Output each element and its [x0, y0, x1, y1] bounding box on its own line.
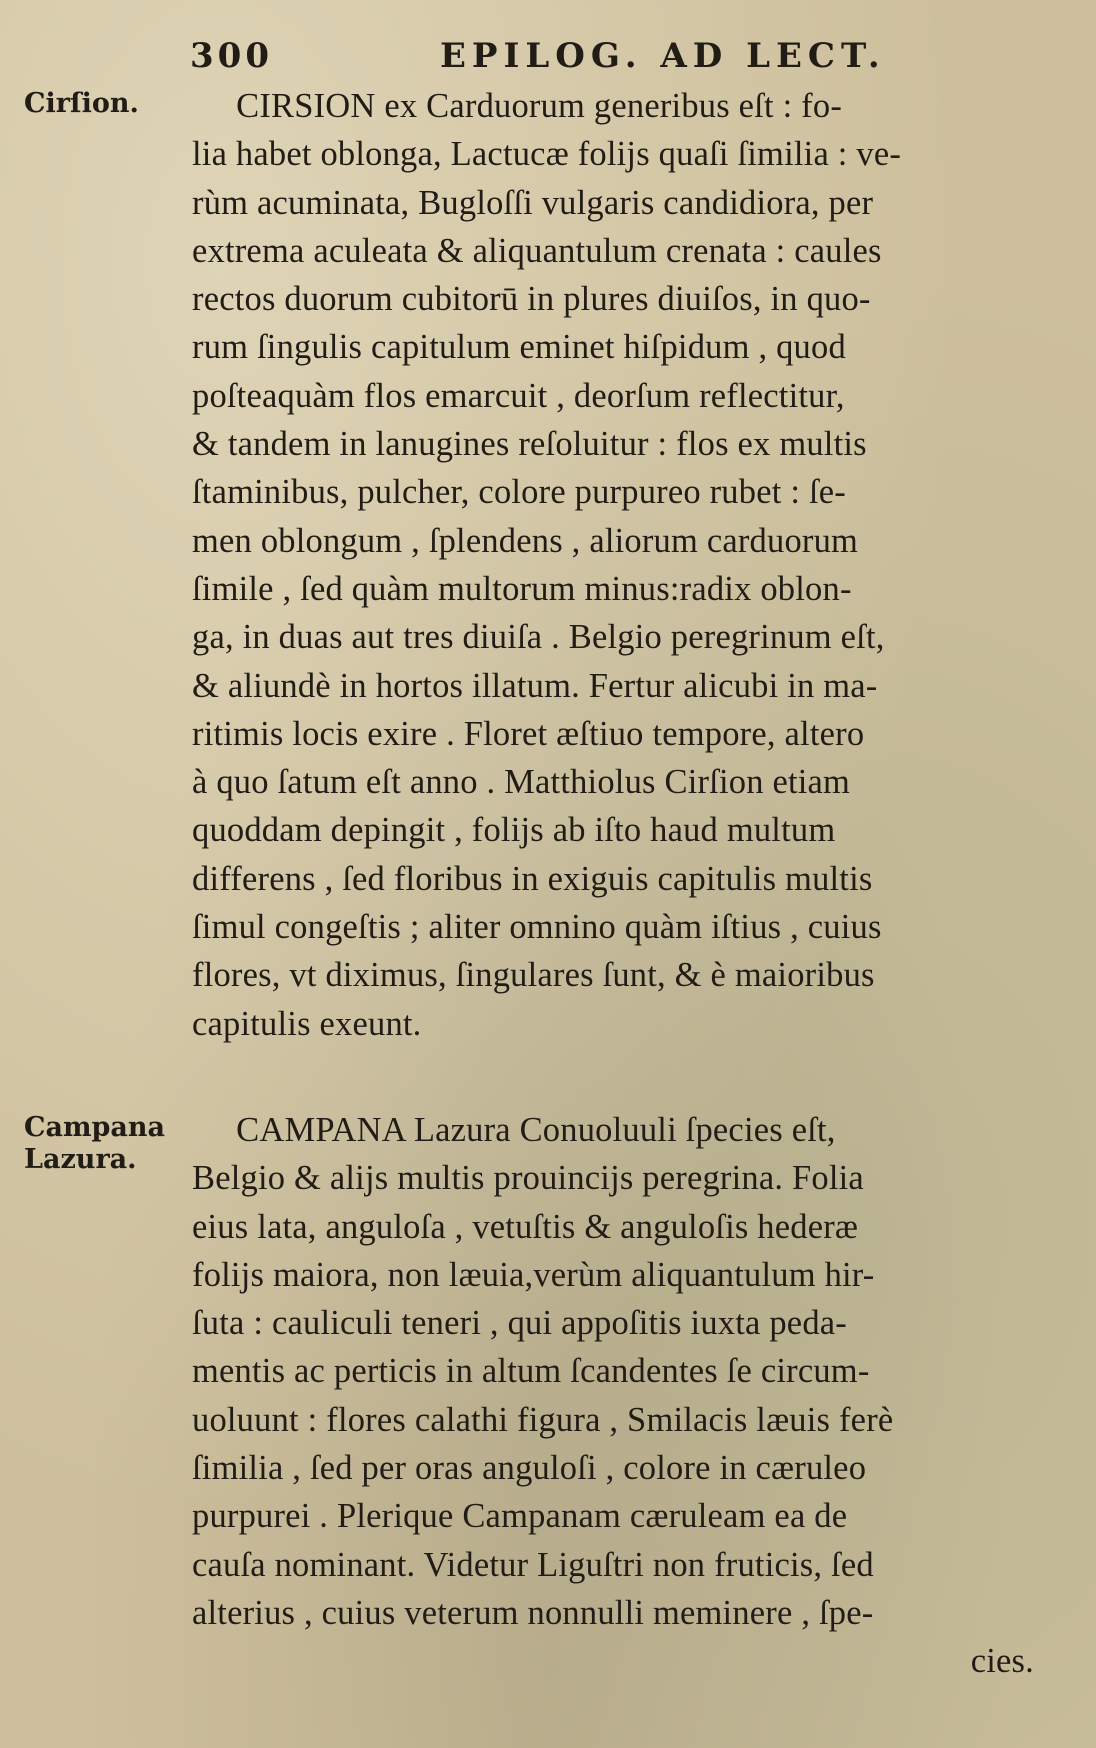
- text-line: alterius , cuius veterum nonnulli meminere , ſpe-: [192, 1593, 874, 1632]
- text-line: ſuta : cauliculi teneri , qui appoſitis iuxta peda-: [192, 1304, 847, 1343]
- text-line: ſtaminibus, pulcher, colore purpureo rubet : ſe-: [192, 473, 846, 512]
- text-line: à quo ſatum eſt anno . Matthiolus Cirſion etiam: [192, 763, 851, 802]
- margin-note-line: Lazura.: [24, 1144, 137, 1175]
- text-line: flores, vt diximus, ſingulares ſunt, & è maioribus: [192, 956, 875, 995]
- text-line: mentis ac perticis in altum ſcandentes ſe circum-: [192, 1352, 870, 1391]
- running-title: EPILOG. AD LECT.: [440, 36, 886, 76]
- text-line: differens , ſed floribus in exiguis capitulis multis: [192, 859, 873, 898]
- text-line: rùm acuminata, Bugloſſi vulgaris candidiora, per: [192, 183, 874, 222]
- text-line: folijs maiora, non læuia,verùm aliquantulum hir-: [192, 1255, 875, 1294]
- text-line: ſimul congeſtis ; aliter omnino quàm iſtius , cuius: [192, 908, 882, 947]
- margin-note-campana: [24, 1112, 174, 1176]
- text-line: capitulis exeunt.: [192, 1004, 422, 1043]
- text-line: ſimilia , ſed per oras anguloſi , colore in cæruleo: [192, 1449, 867, 1488]
- text-line: & tandem in lanugines reſoluitur : flos ex multis: [192, 425, 867, 464]
- text-line: purpurei . Plerique Campanam cæruleam ea de: [192, 1497, 848, 1536]
- text-line: CAMPANA Lazura Conuoluuli ſpecies eſt,: [192, 1111, 836, 1149]
- paragraph-campana: [192, 1106, 1062, 1686]
- text-line: lia habet oblonga, Lactucæ folijs quaſi ſimilia : ve-: [192, 135, 902, 174]
- text-line: poſteaquàm flos emarcuit , deorſum reflectitur,: [192, 376, 845, 415]
- catchword: cies.: [970, 1642, 1034, 1681]
- text-line: uoluunt : flores calathi figura , Smilacis læuis ferè: [192, 1400, 894, 1439]
- text-line: ſimile , ſed quàm multorum minus:radix oblon-: [192, 569, 852, 608]
- text-line: & aliundè in hortos illatum. Fertur alicubi in ma-: [192, 666, 878, 705]
- text-line: men oblongum , ſplendens , aliorum carduorum: [192, 521, 859, 560]
- text-line: ritimis locis exire . Floret æſtiuo tempore, altero: [192, 714, 865, 753]
- paragraph-cirsion: [192, 82, 1062, 1048]
- margin-note-line: Campana: [24, 1112, 166, 1143]
- text-line: ga, in duas aut tres diuiſa . Belgio peregrinum eſt,: [192, 618, 885, 657]
- text-line: rectos duorum cubitorū in plures diuiſos, in quo-: [192, 280, 871, 319]
- margin-note-line: Cirſion.: [24, 88, 139, 119]
- text-line: Belgio & alijs multis prouincijs peregrina. Folia: [192, 1159, 864, 1198]
- text-line: CIRSION ex Carduorum generibus eſt : fo-: [192, 87, 843, 125]
- text-line: extrema aculeata & aliquantulum crenata : caules: [192, 231, 882, 270]
- text-line: eius lata, anguloſa , vetuſtis & anguloſis hederæ: [192, 1207, 859, 1246]
- text-line: rum ſingulis capitulum eminet hiſpidum , quod: [192, 328, 846, 367]
- text-line: cauſa nominant. Videtur Liguſtri non fruticis, ſed: [192, 1545, 874, 1584]
- page-number: 300: [190, 36, 273, 76]
- page-header: [190, 36, 890, 76]
- text-line: quoddam depingit , folijs ab iſto haud multum: [192, 811, 836, 850]
- margin-note-cirsion: [24, 88, 174, 120]
